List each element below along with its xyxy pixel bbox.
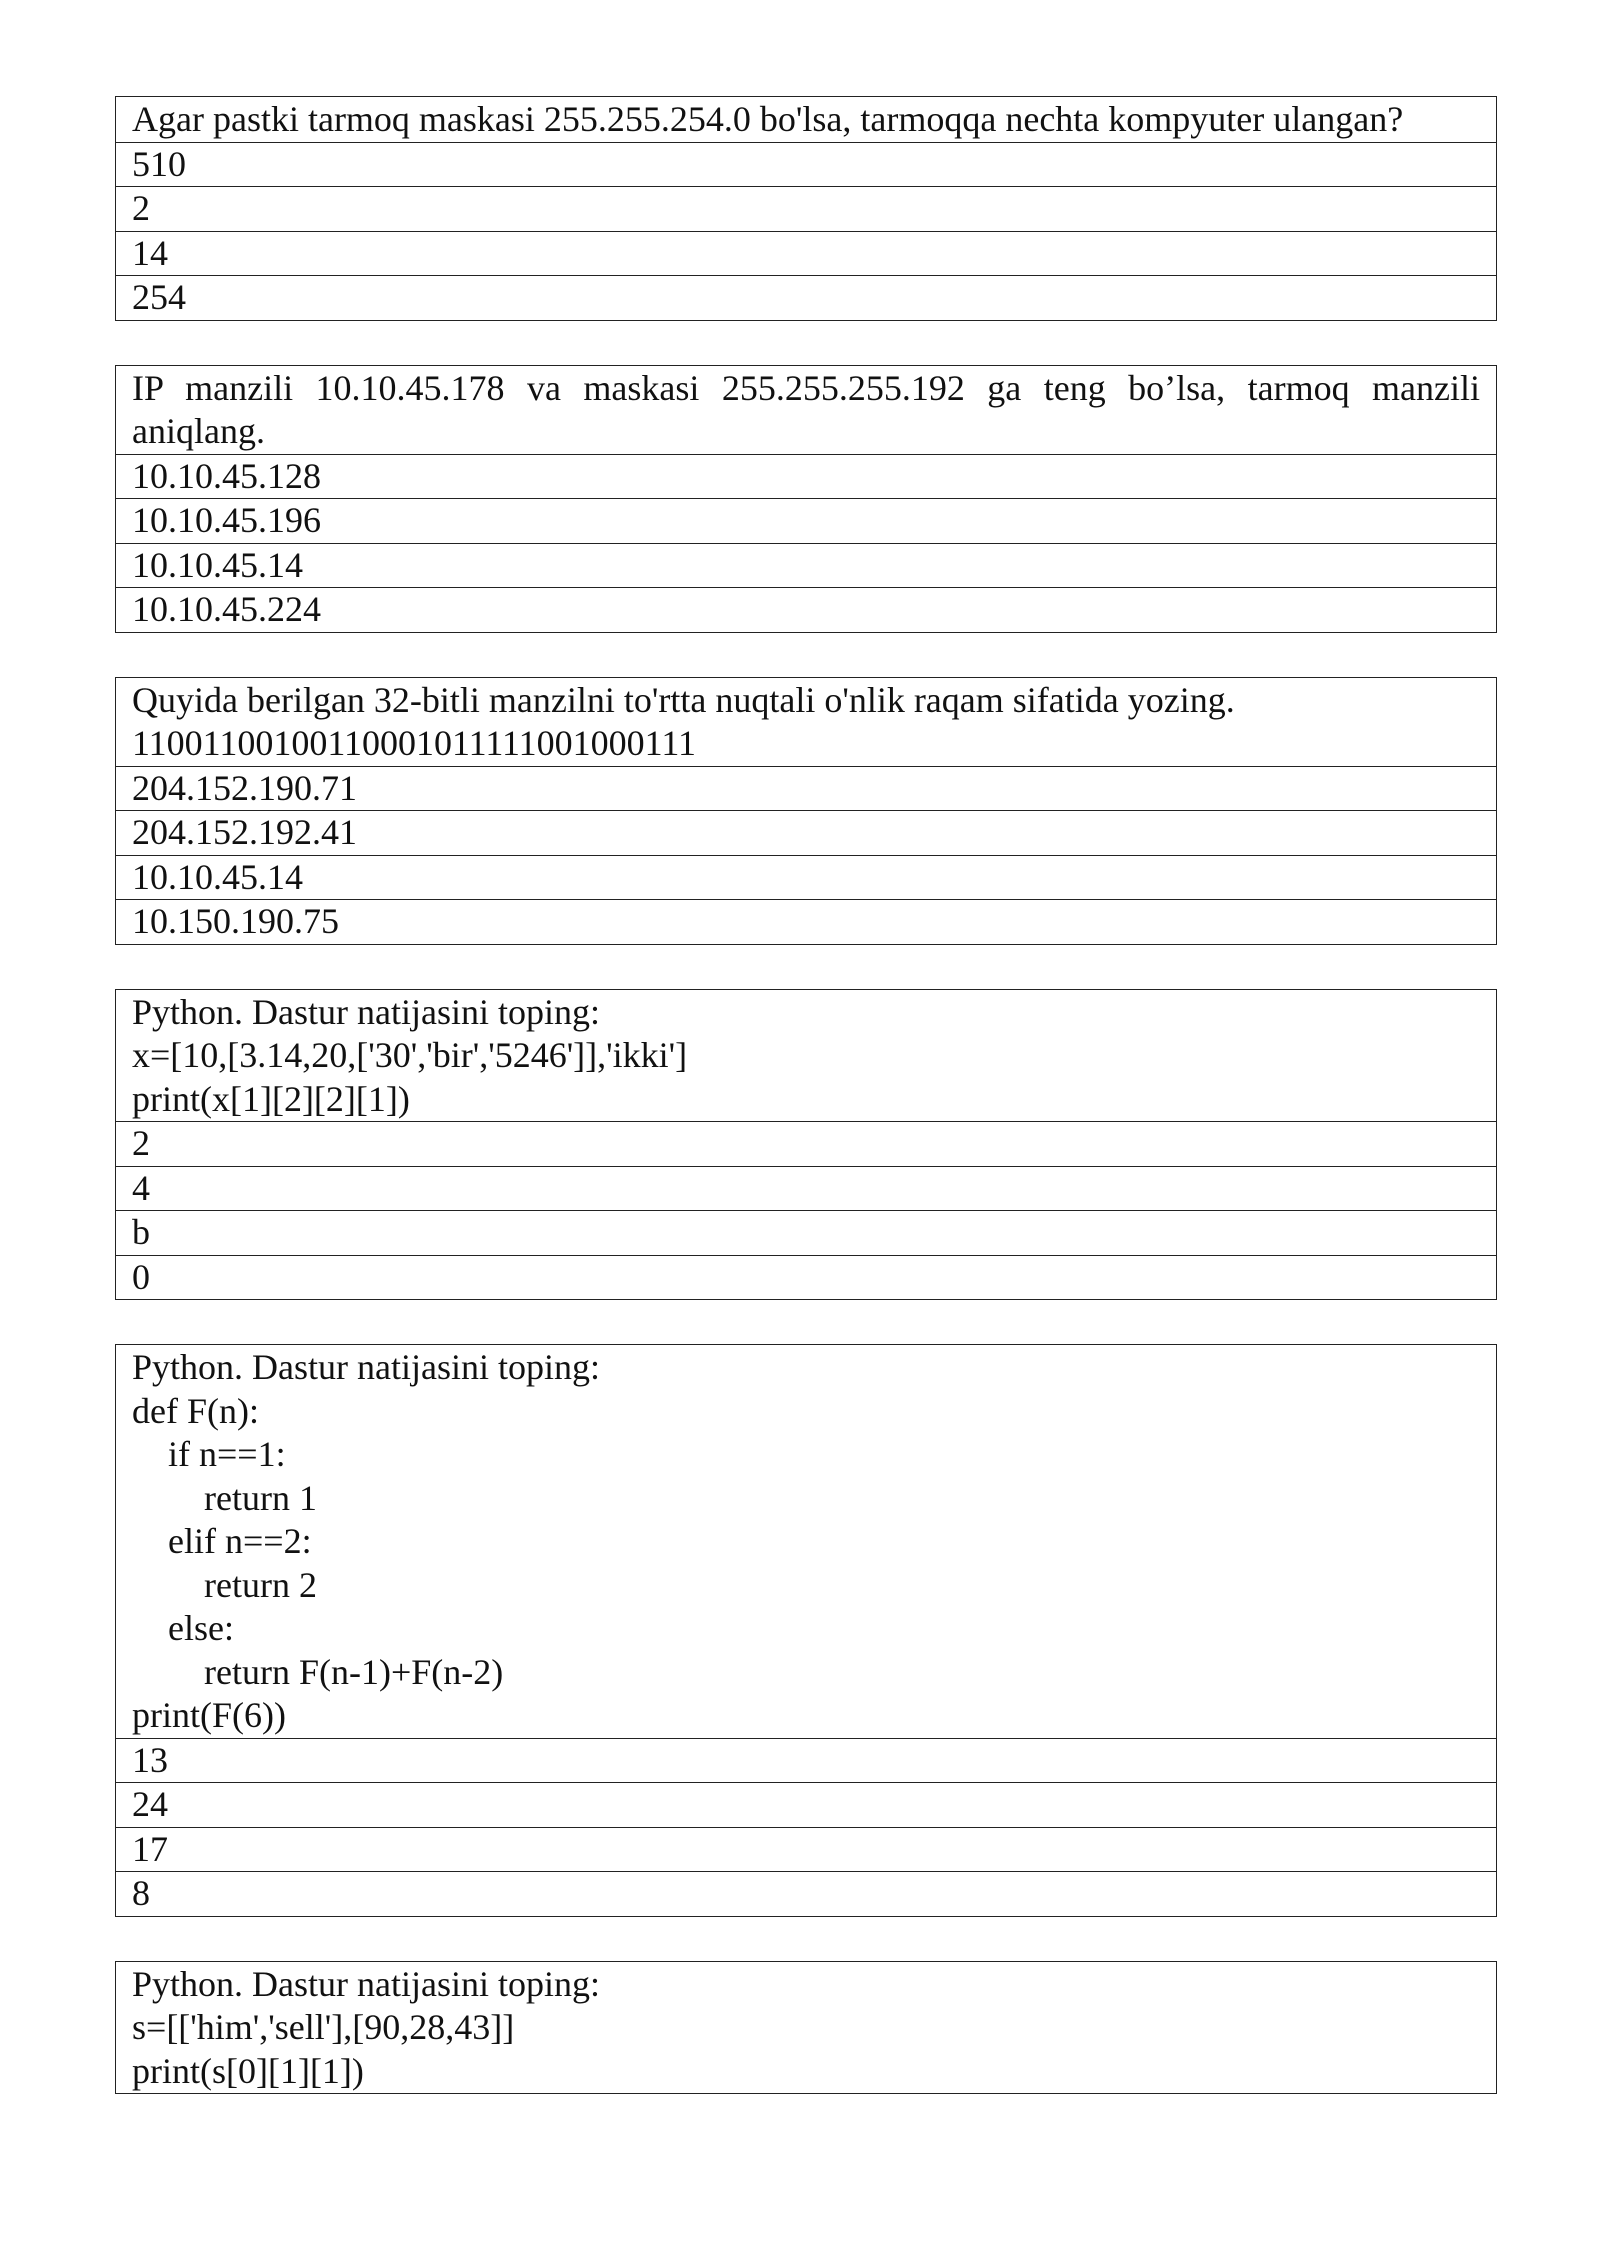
question-table bbox=[115, 365, 1497, 633]
answer-option: 10.10.45.196 bbox=[116, 498, 1496, 543]
answer-option: 17 bbox=[116, 1827, 1496, 1872]
answer-option: 10.10.45.14 bbox=[116, 543, 1496, 588]
answer-option: 204.152.190.71 bbox=[116, 766, 1496, 811]
question-text bbox=[116, 1345, 1496, 1738]
question-table bbox=[115, 1344, 1497, 1917]
code-line: print(s[0][1][1]) bbox=[132, 2050, 364, 2091]
code-line: s=[['him','sell'],[90,28,43]] bbox=[132, 2007, 515, 2047]
answer-option: 10.10.45.224 bbox=[116, 587, 1496, 632]
question-stem: Agar pastki tarmoq maskasi 255.255.254.0 bo'lsa, tarmoqqa nechta kompyuter ulangan? bbox=[132, 99, 1404, 139]
question-stem: Quyida berilgan 32-bitli manzilni to'rtta nuqtali o'nlik raqam sifatida yozing. bbox=[132, 679, 1235, 720]
question-text bbox=[116, 366, 1496, 454]
question-stem: Python. Dastur natijasini toping: bbox=[132, 1963, 600, 2004]
answer-option: 24 bbox=[116, 1782, 1496, 1827]
code-line: def F(n): bbox=[132, 1390, 259, 1431]
answer-option: 14 bbox=[116, 231, 1496, 276]
answer-option: 510 bbox=[116, 142, 1496, 187]
answer-option: 13 bbox=[116, 1738, 1496, 1783]
code-line: else: bbox=[132, 1608, 234, 1648]
answer-option: 10.150.190.75 bbox=[116, 899, 1496, 944]
question-stem: Python. Dastur natijasini toping: bbox=[132, 1347, 600, 1387]
code-line: print(x[1][2][2][1]) bbox=[132, 1078, 410, 1119]
question-stem: IP manzili 10.10.45.178 va maskasi 255.255.255.192 ga teng bo’lsa, tarmoq manzili aniqlang. bbox=[132, 367, 1480, 451]
question-table bbox=[115, 677, 1497, 945]
code-line: elif n==2: bbox=[132, 1521, 312, 1561]
code-line: return F(n-1)+F(n-2) bbox=[132, 1651, 504, 1692]
answer-option: 10.10.45.14 bbox=[116, 855, 1496, 900]
question-table bbox=[115, 96, 1497, 321]
answer-option: 2 bbox=[116, 186, 1496, 231]
answer-option: 10.10.45.128 bbox=[116, 454, 1496, 499]
code-line: return 1 bbox=[132, 1477, 317, 1518]
question-stem: Python. Dastur natijasini toping: bbox=[132, 991, 600, 1032]
question-text bbox=[116, 1962, 1496, 2094]
question-text bbox=[116, 97, 1496, 142]
question-text bbox=[116, 990, 1496, 1122]
answer-option: 0 bbox=[116, 1255, 1496, 1300]
answer-option: b bbox=[116, 1210, 1496, 1255]
code-line: return 2 bbox=[132, 1564, 317, 1605]
answer-option: 8 bbox=[116, 1871, 1496, 1916]
document-page bbox=[115, 96, 1497, 2138]
code-line: print(F(6)) bbox=[132, 1695, 286, 1735]
answer-option: 254 bbox=[116, 275, 1496, 320]
question-table bbox=[115, 989, 1497, 1301]
answer-option: 2 bbox=[116, 1121, 1496, 1166]
code-line: if n==1: bbox=[132, 1434, 286, 1474]
answer-option: 204.152.192.41 bbox=[116, 810, 1496, 855]
answer-option: 4 bbox=[116, 1166, 1496, 1211]
question-text bbox=[116, 678, 1496, 766]
code-line: x=[10,[3.14,20,['30','bir','5246']],'ikki'] bbox=[132, 1035, 688, 1075]
question-table bbox=[115, 1961, 1497, 2095]
question-line: 11001100100110001011111001000111 bbox=[132, 723, 696, 763]
